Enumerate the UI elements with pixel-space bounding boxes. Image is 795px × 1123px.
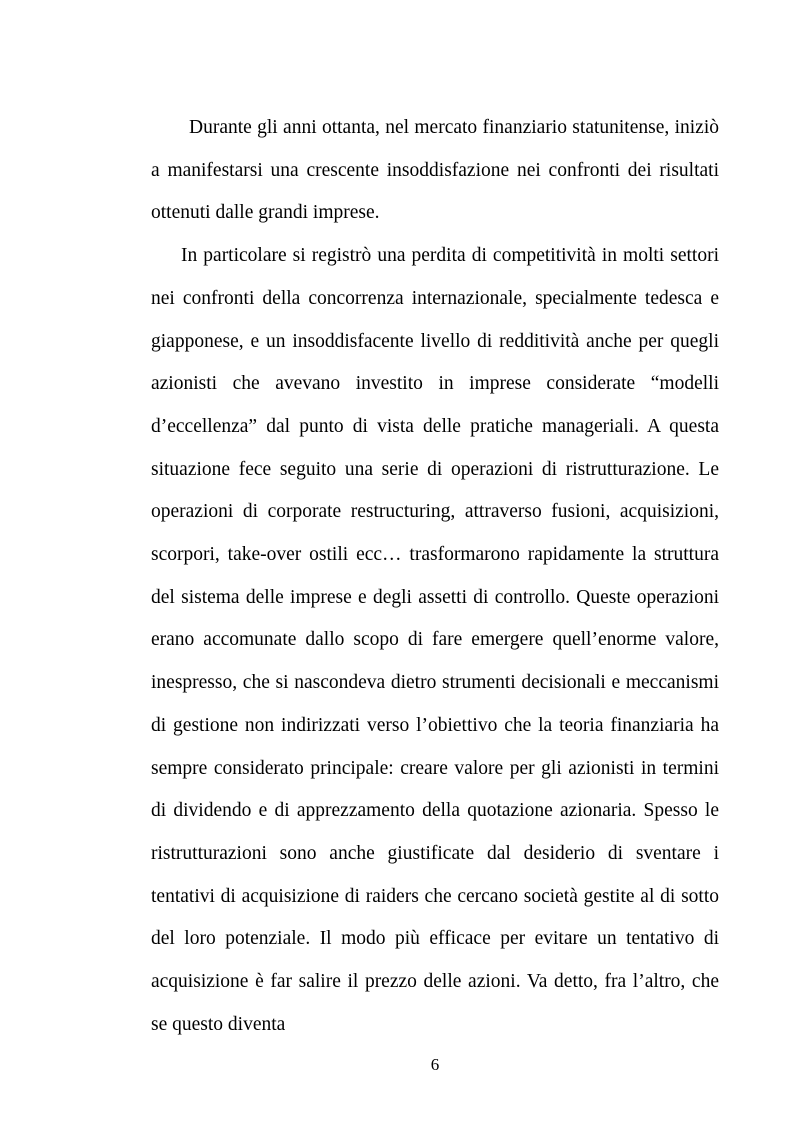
paragraph-2: In particolare si registrò una perdita di competitività in molti settori nei confronti della concorrenza internazionale, specialmente tedesca e giapponese, e un insoddisfacente livello di redditività anche per quegli azionisti che avevano investito in imprese considerate “modelli d’eccellenza” dal punto di vista delle pratiche manageriali. A questa situazione fece seguito una serie di operazioni di ristrutturazione. Le operazioni di corporate restructuring, attraverso fusioni, acquisizioni, scorpori, take-over ostili ecc… trasformarono rapidamente la struttura del sistema delle imprese e degli assetti di controllo. Queste operazioni erano accomunate dallo scopo di fare emergere quell’enorme valore, inespresso, che si nascondeva dietro strumenti decisionali e meccanismi di gestione non indirizzati verso l’obiettivo che la teoria finanziaria ha sempre considerato principale: creare valore per gli azionisti in termini di dividendo e di apprezzamento della quotazione azionaria. Spesso le ristrutturazioni sono anche giustificate dal desiderio di sventare i tentativi di acquisizione di raiders che cercano società gestite al di sotto del loro potenziale. Il modo più efficace per evitare un tentativo di acquisizione è far salire il prezzo delle azioni. Va detto, fra l’altro, che se questo diventa bbox=[151, 245, 719, 1035]
page-number: 6 bbox=[430, 1055, 440, 1074]
paragraph-1: Durante gli anni ottanta, nel mercato finanziario statunitense, iniziò a manifestarsi una crescente insoddisfazione nei confronti dei risultati ottenuti dalle grandi imprese. bbox=[151, 117, 719, 224]
body-text bbox=[151, 107, 719, 1046]
